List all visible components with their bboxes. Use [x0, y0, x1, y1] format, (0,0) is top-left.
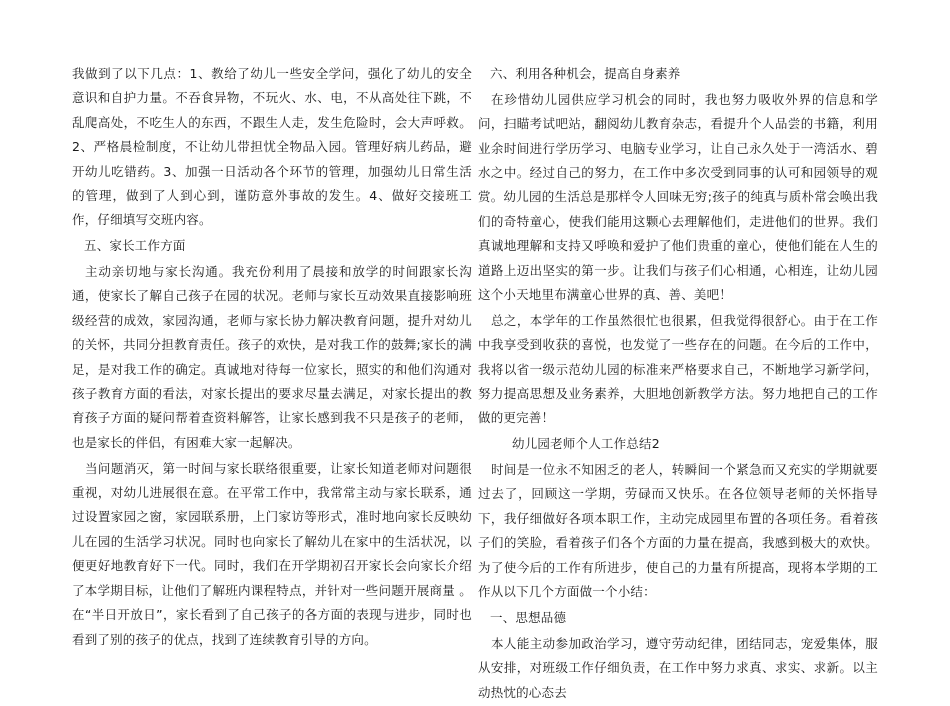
section-six-heading: 六、利用各种机会，提高自身素养	[490, 66, 681, 81]
left-column	[72, 62, 472, 653]
article-two-title: 幼儿园老师个人工作总结2	[512, 436, 660, 452]
self-improvement-paragraph: 在珍惜幼儿园供应学习机会的同时，我也努力吸收外界的信息和学问，扫瞄考试吧站，翻阅幼儿教育杂志，看提升个人品尝的书籍，利用业余时间进行学历学习、电脑专业学习，让自己永久处于一湾活水、碧水之中。经过自己的努力，在工作中多次受到同事的认可和园领导的观赏。幼儿园的生活总是那样令人回味无穷;孩子的纯真与质朴常会唤出我们的奇特童心，使我们能用这颗心去理解他们，走进他们的世界。我们真诚地理解和支持又呼唤和爱护了他们贵重的童心，使他们能在人生的道路上迈出坚实的第一步。让我们与孩子们心相通，心相连，让幼儿园这个小天地里布满童心世界的真、善、美吧！	[478, 91, 878, 303]
right-column	[478, 62, 878, 706]
safety-paragraph: 我做到了以下几点：1、教给了幼儿一些安全学问，强化了幼儿的安全意识和自护力量。不吞食异物，不玩火、水、电，不从高处往下跳，不乱爬高处，不吃生人的东西，不跟生人走，发生危险时，会大声呼救。2、严格晨检制度，不让幼儿带担忧全物品入园。管理好病儿药品，避开幼儿吃错药。3、加强一日活动各个环节的管理，加强幼儿日常生活的管理，做到了人到心到，谨防意外事故的发生。4、做好交接班工作，仔细填写交班内容。	[72, 66, 472, 228]
section-five-heading: 五、家长工作方面	[84, 238, 186, 254]
parent-contact-paragraph: 当问题消灭，第一时间与家长联络很重要，让家长知道老师对问题很重视，对幼儿进展很在意。在平常工作中，我常常主动与家长联系，通过设置家园之窗，家园联系册，上门家访等形式，准时地向家长反映幼儿在园的生活学习状况。同时也向家长了解幼儿在家中的生活状况，以便更好地教育好下一代。同时，我们在开学期初召开家长会向家长介绍了本学期目标，让他们了解班内课程特点，并针对一些问题开展商量 。在“半日开放日”，家长看到了自己孩子的各方面的表现与进步，同时也看到了别的孩子的优点，找到了连续教育引导的方向。	[72, 460, 472, 647]
section-one-heading: 一、思想品德	[490, 609, 567, 625]
article-two-intro-paragraph: 时间是一位永不知困乏的老人，转瞬间一个紧急而又充实的学期就要过去了，回顾这一学期，劳碌而又快乐。在各位领导老师的关怀指导下，我仔细做好各项本职工作，主动完成园里布置的各项任务。看着孩子们的笑脸，看着孩子们各个方面的力量在提高，我感到极大的欢快。为了使今后的工作有所进步，使自己的力量有所提高，现将本学期的工作从以下几个方面做一个小结：	[478, 462, 878, 600]
summary-paragraph: 总之，本学年的工作虽然很忙也很累，但我觉得很舒心。由于在工作中我享受到收获的喜悦，也发觉了一些存在的问题。在今后的工作中，我将以省一级示范幼儿园的标准来严格要求自己，不断地学习新学问，努力提高思想及业务素养，大胆地创新教学方法。努力地把自己的工作做的更完善！	[478, 312, 878, 426]
parent-communication-paragraph: 主动亲切地与家长沟通。我充份利用了晨接和放学的时间跟家长沟通，使家长了解自己孩子在园的状况。老师与家长互动效果直接影响班级经营的成效，家园沟通，老师与家长协力解决教育问题，提升对幼儿的关怀，共同分担教育责任。孩子的欢快，是对我工作的鼓舞;家长的满足，是对我工作的确定。真诚地对待每一位家长，照实的和他们沟通对孩子教育方面的看法，对家长提出的要求尽量去满足，对家长提出的教育孩子方面的疑问帮着查资料解答，让家长感到我不只是孩子的老师，也是家长的伴侣，有困难大家一起解决。	[72, 264, 472, 450]
ideology-paragraph: 本人能主动参加政治学习，遵守劳动纪律，团结同志，宠爱集体，服从安排，对班级工作仔细负责，在工作中努力求真、求实、求新。以主动热忱的心态去	[478, 635, 878, 700]
